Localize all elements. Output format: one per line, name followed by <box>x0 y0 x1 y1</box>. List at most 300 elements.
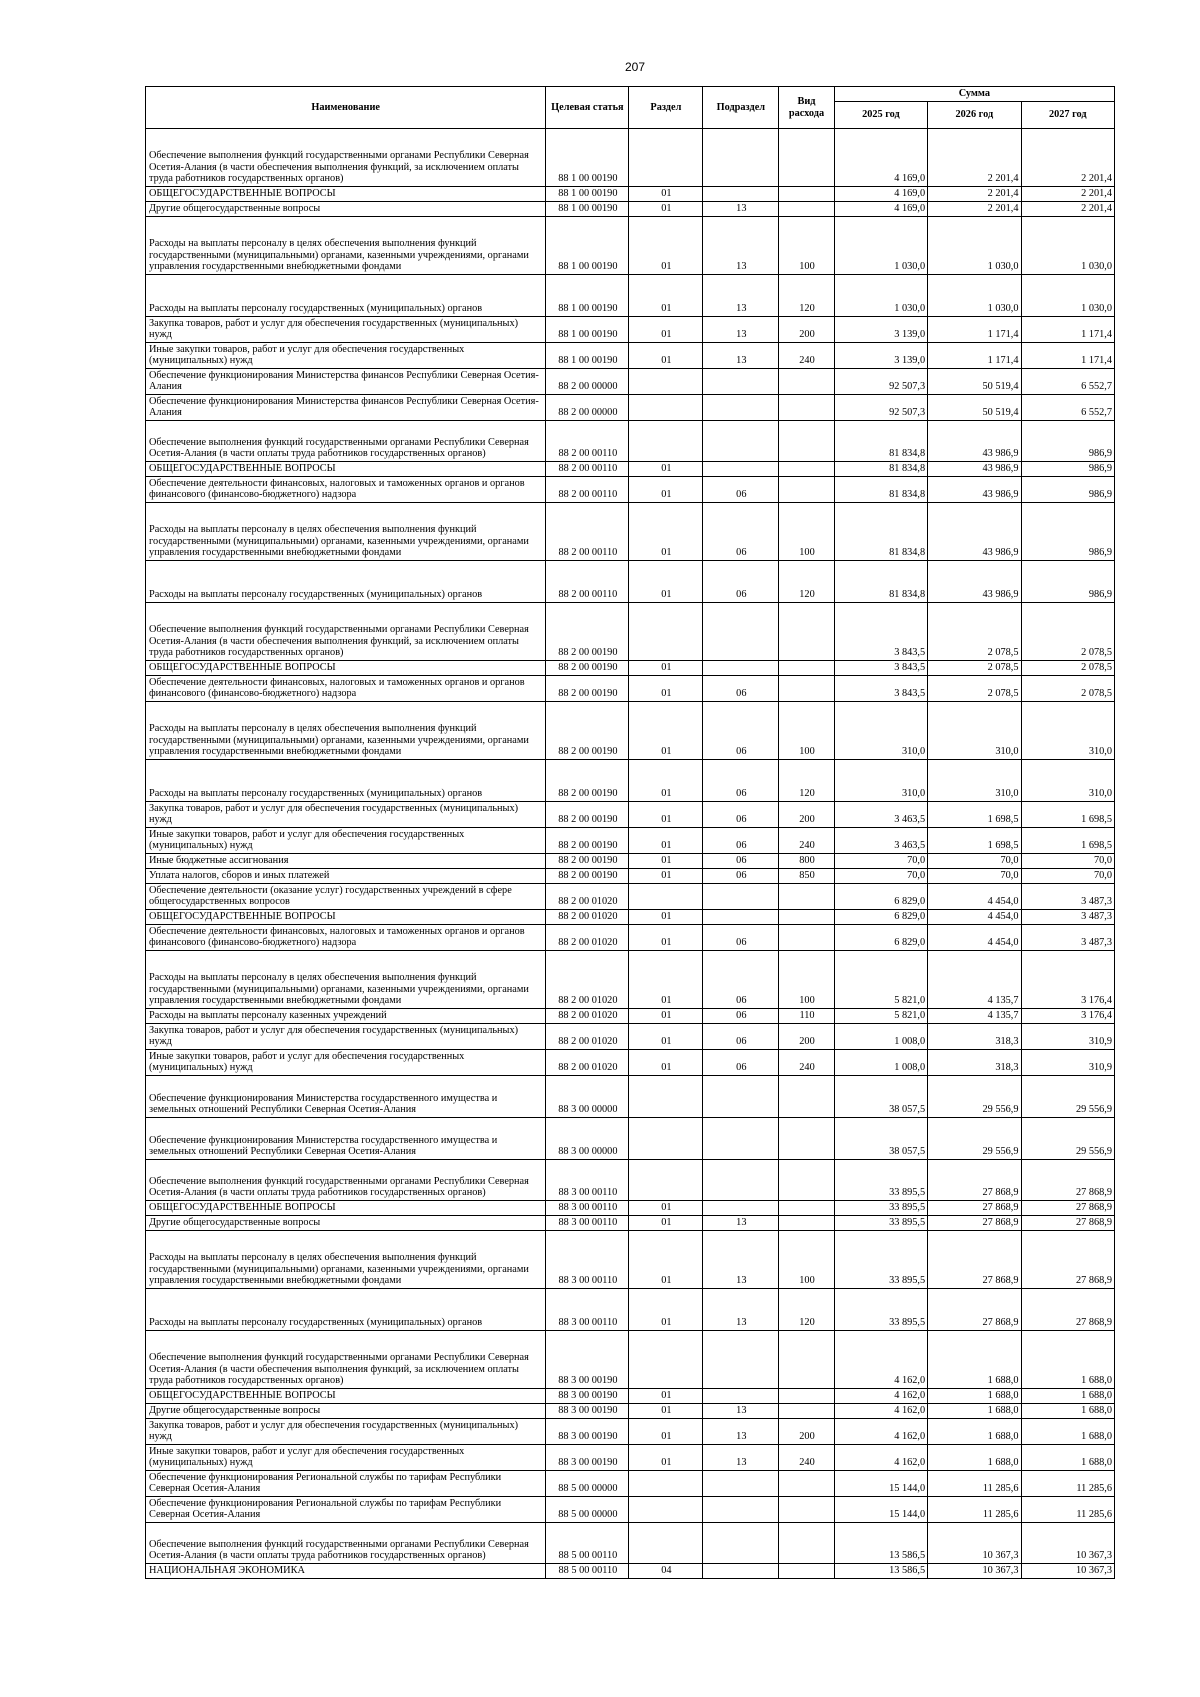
row-amount-2027: 2 201,4 <box>1021 129 1114 187</box>
row-target-code: 88 2 00 00190 <box>546 828 629 854</box>
row-amount-2027: 1 698,5 <box>1021 828 1114 854</box>
row-amount-2027: 11 285,6 <box>1021 1471 1114 1497</box>
row-amount-2027: 1 171,4 <box>1021 317 1114 343</box>
row-amount-2025: 6 829,0 <box>834 884 927 910</box>
row-amount-2026: 70,0 <box>928 869 1021 884</box>
row-section: 01 <box>629 1404 703 1419</box>
row-amount-2025: 310,0 <box>834 702 927 760</box>
row-subsection <box>703 421 779 462</box>
row-amount-2025: 5 821,0 <box>834 1009 927 1024</box>
row-kind: 120 <box>779 760 834 802</box>
row-kind <box>779 369 834 395</box>
row-section: 01 <box>629 854 703 869</box>
table-row <box>146 1389 1115 1404</box>
table-row <box>146 1471 1115 1497</box>
row-kind <box>779 395 834 421</box>
table-row <box>146 421 1115 462</box>
row-amount-2027: 29 556,9 <box>1021 1118 1114 1160</box>
row-amount-2027: 27 868,9 <box>1021 1216 1114 1231</box>
row-name: Обеспечение функционирования Министерства государственного имущества и земельных отношений Республики Северная Осетия-Алания <box>146 1118 546 1160</box>
row-subsection <box>703 1389 779 1404</box>
row-section <box>629 1497 703 1523</box>
row-target-code: 88 5 00 00000 <box>546 1471 629 1497</box>
row-subsection: 13 <box>703 343 779 369</box>
row-amount-2027: 986,9 <box>1021 561 1114 603</box>
row-subsection <box>703 661 779 676</box>
row-target-code: 88 2 00 01020 <box>546 910 629 925</box>
row-subsection <box>703 1118 779 1160</box>
row-amount-2027: 29 556,9 <box>1021 1076 1114 1118</box>
row-amount-2026: 1 688,0 <box>928 1445 1021 1471</box>
row-amount-2025: 81 834,8 <box>834 503 927 561</box>
row-subsection: 13 <box>703 1404 779 1419</box>
table-row <box>146 217 1115 275</box>
row-amount-2027: 986,9 <box>1021 503 1114 561</box>
row-section: 01 <box>629 1024 703 1050</box>
table-row <box>146 202 1115 217</box>
row-kind: 100 <box>779 1231 834 1289</box>
row-name: Обеспечение функционирования Министерства государственного имущества и земельных отношений Республики Северная Осетия-Алания <box>146 1076 546 1118</box>
row-amount-2026: 1 171,4 <box>928 317 1021 343</box>
header-subsection: Подраздел <box>703 87 779 129</box>
row-amount-2025: 92 507,3 <box>834 369 927 395</box>
header-2026: 2026 год <box>928 102 1021 129</box>
table-row <box>146 603 1115 661</box>
row-target-code: 88 1 00 00190 <box>546 275 629 317</box>
row-amount-2026: 1 688,0 <box>928 1419 1021 1445</box>
row-target-code: 88 2 00 00110 <box>546 503 629 561</box>
row-subsection <box>703 462 779 477</box>
row-kind <box>779 1118 834 1160</box>
row-amount-2026: 27 868,9 <box>928 1289 1021 1331</box>
table-row <box>146 1404 1115 1419</box>
row-section: 01 <box>629 1050 703 1076</box>
row-amount-2026: 11 285,6 <box>928 1471 1021 1497</box>
table-row <box>146 1201 1115 1216</box>
row-name: Расходы на выплаты персоналу в целях обеспечения выполнения функций государственными (муниципальными) органами, казенными учреждениями, органами управления государственными внебюджетными фондами <box>146 217 546 275</box>
row-section <box>629 1118 703 1160</box>
row-subsection <box>703 369 779 395</box>
row-kind: 240 <box>779 1050 834 1076</box>
row-subsection <box>703 129 779 187</box>
row-kind: 240 <box>779 1445 834 1471</box>
table-row <box>146 477 1115 503</box>
row-amount-2027: 27 868,9 <box>1021 1201 1114 1216</box>
row-amount-2026: 29 556,9 <box>928 1076 1021 1118</box>
row-amount-2025: 4 162,0 <box>834 1404 927 1419</box>
row-amount-2026: 2 201,4 <box>928 129 1021 187</box>
row-section: 04 <box>629 1564 703 1579</box>
row-section: 01 <box>629 760 703 802</box>
header-2025: 2025 год <box>834 102 927 129</box>
row-name: ОБЩЕГОСУДАРСТВЕННЫЕ ВОПРОСЫ <box>146 1389 546 1404</box>
row-target-code: 88 1 00 00190 <box>546 317 629 343</box>
row-amount-2025: 3 463,5 <box>834 802 927 828</box>
table-row <box>146 802 1115 828</box>
row-subsection <box>703 395 779 421</box>
row-subsection: 06 <box>703 869 779 884</box>
row-amount-2025: 81 834,8 <box>834 421 927 462</box>
row-amount-2025: 5 821,0 <box>834 951 927 1009</box>
row-amount-2025: 6 829,0 <box>834 910 927 925</box>
row-target-code: 88 3 00 00190 <box>546 1331 629 1389</box>
table-row <box>146 1009 1115 1024</box>
row-target-code: 88 2 00 01020 <box>546 925 629 951</box>
row-subsection: 06 <box>703 1009 779 1024</box>
row-section <box>629 884 703 910</box>
row-amount-2025: 33 895,5 <box>834 1289 927 1331</box>
row-section: 01 <box>629 1419 703 1445</box>
row-target-code: 88 3 00 00190 <box>546 1404 629 1419</box>
row-amount-2026: 27 868,9 <box>928 1160 1021 1201</box>
row-amount-2026: 27 868,9 <box>928 1216 1021 1231</box>
row-name: Расходы на выплаты персоналу в целях обеспечения выполнения функций государственными (муниципальными) органами, казенными учреждениями, органами управления государственными внебюджетными фондами <box>146 1231 546 1289</box>
row-kind <box>779 129 834 187</box>
row-target-code: 88 2 00 00190 <box>546 802 629 828</box>
row-kind: 120 <box>779 1289 834 1331</box>
row-target-code: 88 3 00 00110 <box>546 1289 629 1331</box>
row-subsection <box>703 884 779 910</box>
row-amount-2026: 11 285,6 <box>928 1497 1021 1523</box>
row-amount-2026: 27 868,9 <box>928 1231 1021 1289</box>
row-amount-2025: 4 162,0 <box>834 1445 927 1471</box>
row-kind: 120 <box>779 561 834 603</box>
row-subsection: 06 <box>703 702 779 760</box>
row-section: 01 <box>629 828 703 854</box>
row-name: Обеспечение выполнения функций государственными органами Республики Северная Осетия-Алания (в части оплаты труда работников государственных органов) <box>146 1523 546 1564</box>
table-row <box>146 1564 1115 1579</box>
row-section: 01 <box>629 202 703 217</box>
table-row <box>146 951 1115 1009</box>
row-kind: 100 <box>779 951 834 1009</box>
row-section <box>629 603 703 661</box>
row-subsection: 13 <box>703 1216 779 1231</box>
row-amount-2026: 4 135,7 <box>928 1009 1021 1024</box>
table-row <box>146 1118 1115 1160</box>
row-amount-2027: 2 201,4 <box>1021 187 1114 202</box>
row-name: ОБЩЕГОСУДАРСТВЕННЫЕ ВОПРОСЫ <box>146 462 546 477</box>
row-subsection <box>703 1564 779 1579</box>
row-subsection <box>703 187 779 202</box>
row-target-code: 88 3 00 00000 <box>546 1118 629 1160</box>
row-section: 01 <box>629 661 703 676</box>
row-amount-2027: 27 868,9 <box>1021 1160 1114 1201</box>
row-section: 01 <box>629 1231 703 1289</box>
row-target-code: 88 2 00 00190 <box>546 869 629 884</box>
row-subsection: 06 <box>703 477 779 503</box>
row-amount-2025: 70,0 <box>834 869 927 884</box>
row-kind <box>779 1471 834 1497</box>
row-section: 01 <box>629 503 703 561</box>
row-target-code: 88 3 00 00110 <box>546 1216 629 1231</box>
row-amount-2026: 27 868,9 <box>928 1201 1021 1216</box>
row-target-code: 88 2 00 01020 <box>546 1050 629 1076</box>
row-amount-2027: 27 868,9 <box>1021 1289 1114 1331</box>
row-name: Обеспечение деятельности финансовых, налоговых и таможенных органов и органов финансового (финансово-бюджетного) надзора <box>146 477 546 503</box>
row-amount-2026: 1 030,0 <box>928 275 1021 317</box>
row-amount-2026: 43 986,9 <box>928 561 1021 603</box>
row-amount-2027: 70,0 <box>1021 869 1114 884</box>
row-amount-2026: 4 454,0 <box>928 884 1021 910</box>
table-row <box>146 129 1115 187</box>
row-subsection: 13 <box>703 1419 779 1445</box>
row-amount-2027: 11 285,6 <box>1021 1497 1114 1523</box>
row-kind: 120 <box>779 275 834 317</box>
row-section: 01 <box>629 462 703 477</box>
row-section: 01 <box>629 275 703 317</box>
row-amount-2027: 1 698,5 <box>1021 802 1114 828</box>
row-amount-2026: 2 078,5 <box>928 676 1021 702</box>
row-amount-2027: 310,9 <box>1021 1024 1114 1050</box>
row-name: Закупка товаров, работ и услуг для обеспечения государственных (муниципальных) нужд <box>146 1024 546 1050</box>
row-name: Расходы на выплаты персоналу государственных (муниципальных) органов <box>146 561 546 603</box>
table-row <box>146 910 1115 925</box>
row-target-code: 88 2 00 00000 <box>546 395 629 421</box>
table-row <box>146 561 1115 603</box>
row-name: Обеспечение выполнения функций государственными органами Республики Северная Осетия-Алания (в части обеспечения выполнения функций, за исключением оплаты труда работников государственных органов) <box>146 1331 546 1389</box>
row-name: Расходы на выплаты персоналу в целях обеспечения выполнения функций государственными (муниципальными) органами, казенными учреждениями, органами управления государственными внебюджетными фондами <box>146 951 546 1009</box>
row-section: 01 <box>629 869 703 884</box>
table-row <box>146 1497 1115 1523</box>
row-kind <box>779 1331 834 1389</box>
row-subsection: 13 <box>703 317 779 343</box>
table-row <box>146 925 1115 951</box>
row-name: ОБЩЕГОСУДАРСТВЕННЫЕ ВОПРОСЫ <box>146 661 546 676</box>
row-target-code: 88 2 00 00190 <box>546 702 629 760</box>
row-amount-2025: 33 895,5 <box>834 1160 927 1201</box>
row-section <box>629 1076 703 1118</box>
row-kind <box>779 462 834 477</box>
table-header <box>146 87 1115 129</box>
row-amount-2025: 33 895,5 <box>834 1201 927 1216</box>
row-target-code: 88 2 00 00110 <box>546 561 629 603</box>
row-amount-2025: 70,0 <box>834 854 927 869</box>
table-row <box>146 395 1115 421</box>
row-name: Обеспечение функционирования Министерства финансов Республики Северная Осетия-Алания <box>146 369 546 395</box>
row-kind <box>779 1216 834 1231</box>
row-amount-2026: 310,0 <box>928 702 1021 760</box>
row-target-code: 88 1 00 00190 <box>546 343 629 369</box>
row-amount-2025: 3 843,5 <box>834 676 927 702</box>
row-amount-2027: 70,0 <box>1021 854 1114 869</box>
row-section: 01 <box>629 477 703 503</box>
row-amount-2025: 4 162,0 <box>834 1389 927 1404</box>
row-amount-2027: 1 688,0 <box>1021 1331 1114 1389</box>
row-name: Закупка товаров, работ и услуг для обеспечения государственных (муниципальных) нужд <box>146 317 546 343</box>
row-section <box>629 1160 703 1201</box>
row-amount-2026: 10 367,3 <box>928 1523 1021 1564</box>
row-kind: 200 <box>779 317 834 343</box>
row-amount-2025: 81 834,8 <box>834 477 927 503</box>
row-kind: 100 <box>779 702 834 760</box>
row-amount-2027: 1 030,0 <box>1021 217 1114 275</box>
row-section: 01 <box>629 951 703 1009</box>
row-amount-2027: 2 201,4 <box>1021 202 1114 217</box>
row-kind: 110 <box>779 1009 834 1024</box>
row-name: ОБЩЕГОСУДАРСТВЕННЫЕ ВОПРОСЫ <box>146 910 546 925</box>
row-target-code: 88 3 00 00110 <box>546 1231 629 1289</box>
row-amount-2025: 92 507,3 <box>834 395 927 421</box>
budget-table <box>145 86 1115 1579</box>
row-name: Иные закупки товаров, работ и услуг для обеспечения государственных (муниципальных) нужд <box>146 343 546 369</box>
row-amount-2025: 4 169,0 <box>834 129 927 187</box>
row-section: 01 <box>629 925 703 951</box>
row-amount-2025: 4 162,0 <box>834 1331 927 1389</box>
header-section: Раздел <box>629 87 703 129</box>
row-kind: 800 <box>779 854 834 869</box>
row-target-code: 88 2 00 00190 <box>546 854 629 869</box>
row-amount-2026: 1 688,0 <box>928 1404 1021 1419</box>
row-section <box>629 395 703 421</box>
row-name: Обеспечение выполнения функций государственными органами Республики Северная Осетия-Алания (в части оплаты труда работников государственных органов) <box>146 1160 546 1201</box>
row-amount-2027: 10 367,3 <box>1021 1564 1114 1579</box>
row-name: Обеспечение выполнения функций государственными органами Республики Северная Осетия-Алания (в части обеспечения выполнения функций, за исключением оплаты труда работников государственных органов) <box>146 603 546 661</box>
row-name: Иные закупки товаров, работ и услуг для обеспечения государственных (муниципальных) нужд <box>146 1445 546 1471</box>
row-name: ОБЩЕГОСУДАРСТВЕННЫЕ ВОПРОСЫ <box>146 187 546 202</box>
table-row <box>146 1331 1115 1389</box>
row-amount-2026: 2 078,5 <box>928 603 1021 661</box>
table-row <box>146 676 1115 702</box>
row-amount-2026: 4 454,0 <box>928 910 1021 925</box>
row-amount-2025: 1 030,0 <box>834 275 927 317</box>
row-amount-2025: 6 829,0 <box>834 925 927 951</box>
row-section: 01 <box>629 1009 703 1024</box>
row-name: Обеспечение функционирования Министерства финансов Республики Северная Осетия-Алания <box>146 395 546 421</box>
table-row <box>146 1160 1115 1201</box>
table-row <box>146 503 1115 561</box>
row-kind: 240 <box>779 828 834 854</box>
row-subsection <box>703 1523 779 1564</box>
header-name: Наименование <box>146 87 546 129</box>
row-target-code: 88 2 00 00190 <box>546 661 629 676</box>
row-target-code: 88 2 00 00190 <box>546 603 629 661</box>
row-section: 01 <box>629 317 703 343</box>
row-target-code: 88 2 00 00110 <box>546 421 629 462</box>
table-row <box>146 854 1115 869</box>
row-subsection: 06 <box>703 951 779 1009</box>
row-subsection: 06 <box>703 760 779 802</box>
row-kind: 850 <box>779 869 834 884</box>
row-amount-2027: 3 487,3 <box>1021 910 1114 925</box>
table-row <box>146 1419 1115 1445</box>
row-subsection: 06 <box>703 1024 779 1050</box>
row-amount-2025: 3 139,0 <box>834 343 927 369</box>
row-amount-2027: 1 688,0 <box>1021 1404 1114 1419</box>
table-row <box>146 343 1115 369</box>
row-target-code: 88 2 00 01020 <box>546 884 629 910</box>
row-subsection: 06 <box>703 676 779 702</box>
row-amount-2025: 3 843,5 <box>834 603 927 661</box>
row-amount-2026: 1 698,5 <box>928 828 1021 854</box>
row-name: Обеспечение выполнения функций государственными органами Республики Северная Осетия-Алания (в части обеспечения выполнения функций, за исключением оплаты труда работников государственных органов) <box>146 129 546 187</box>
row-subsection: 06 <box>703 925 779 951</box>
table-row <box>146 462 1115 477</box>
row-section <box>629 1471 703 1497</box>
row-amount-2027: 986,9 <box>1021 462 1114 477</box>
row-amount-2025: 38 057,5 <box>834 1118 927 1160</box>
row-target-code: 88 1 00 00190 <box>546 217 629 275</box>
row-kind <box>779 1404 834 1419</box>
row-kind <box>779 1201 834 1216</box>
row-subsection: 13 <box>703 1289 779 1331</box>
row-section: 01 <box>629 1201 703 1216</box>
row-name: Обеспечение деятельности (оказание услуг) государственных учреждений в сфере общегосударственных вопросов <box>146 884 546 910</box>
row-name: Расходы на выплаты персоналу в целях обеспечения выполнения функций государственными (муниципальными) органами, казенными учреждениями, органами управления государственными внебюджетными фондами <box>146 503 546 561</box>
row-kind <box>779 925 834 951</box>
row-target-code: 88 2 00 00190 <box>546 676 629 702</box>
row-amount-2027: 3 176,4 <box>1021 951 1114 1009</box>
table-row <box>146 760 1115 802</box>
row-kind <box>779 603 834 661</box>
row-amount-2026: 1 171,4 <box>928 343 1021 369</box>
row-section: 01 <box>629 217 703 275</box>
row-amount-2025: 4 169,0 <box>834 202 927 217</box>
row-name: ОБЩЕГОСУДАРСТВЕННЫЕ ВОПРОСЫ <box>146 1201 546 1216</box>
row-amount-2026: 1 698,5 <box>928 802 1021 828</box>
row-name: Иные закупки товаров, работ и услуг для обеспечения государственных (муниципальных) нужд <box>146 828 546 854</box>
row-kind <box>779 421 834 462</box>
row-amount-2027: 986,9 <box>1021 477 1114 503</box>
row-amount-2027: 2 078,5 <box>1021 661 1114 676</box>
row-amount-2026: 10 367,3 <box>928 1564 1021 1579</box>
row-subsection <box>703 1497 779 1523</box>
row-section: 01 <box>629 1216 703 1231</box>
row-subsection: 06 <box>703 561 779 603</box>
row-name: Обеспечение деятельности финансовых, налоговых и таможенных органов и органов финансового (финансово-бюджетного) надзора <box>146 925 546 951</box>
row-target-code: 88 1 00 00190 <box>546 187 629 202</box>
row-subsection <box>703 603 779 661</box>
row-target-code: 88 2 00 00190 <box>546 760 629 802</box>
table-row <box>146 1076 1115 1118</box>
row-amount-2026: 43 986,9 <box>928 421 1021 462</box>
row-name: НАЦИОНАЛЬНАЯ ЭКОНОМИКА <box>146 1564 546 1579</box>
row-kind <box>779 884 834 910</box>
row-target-code: 88 2 00 01020 <box>546 1024 629 1050</box>
header-sum: Сумма <box>834 87 1114 102</box>
page-number: 207 <box>624 60 646 74</box>
table-row <box>146 1445 1115 1471</box>
row-kind <box>779 1160 834 1201</box>
row-target-code: 88 2 00 00110 <box>546 477 629 503</box>
table-row <box>146 1289 1115 1331</box>
row-section: 01 <box>629 676 703 702</box>
row-amount-2025: 3 463,5 <box>834 828 927 854</box>
row-subsection: 06 <box>703 854 779 869</box>
header-2027: 2027 год <box>1021 102 1114 129</box>
row-amount-2025: 33 895,5 <box>834 1231 927 1289</box>
row-name: Иные бюджетные ассигнования <box>146 854 546 869</box>
row-amount-2025: 13 586,5 <box>834 1564 927 1579</box>
row-amount-2026: 318,3 <box>928 1050 1021 1076</box>
row-target-code: 88 5 00 00110 <box>546 1564 629 1579</box>
row-section: 01 <box>629 702 703 760</box>
table-row <box>146 702 1115 760</box>
row-amount-2026: 70,0 <box>928 854 1021 869</box>
row-kind <box>779 1564 834 1579</box>
row-amount-2025: 81 834,8 <box>834 462 927 477</box>
row-kind <box>779 1497 834 1523</box>
row-amount-2026: 4 135,7 <box>928 951 1021 1009</box>
row-section: 01 <box>629 1389 703 1404</box>
row-amount-2025: 38 057,5 <box>834 1076 927 1118</box>
row-amount-2026: 43 986,9 <box>928 477 1021 503</box>
row-subsection: 13 <box>703 202 779 217</box>
row-kind <box>779 1389 834 1404</box>
row-amount-2025: 4 169,0 <box>834 187 927 202</box>
row-kind <box>779 1523 834 1564</box>
row-subsection <box>703 1331 779 1389</box>
row-name: Расходы на выплаты персоналу казенных учреждений <box>146 1009 546 1024</box>
